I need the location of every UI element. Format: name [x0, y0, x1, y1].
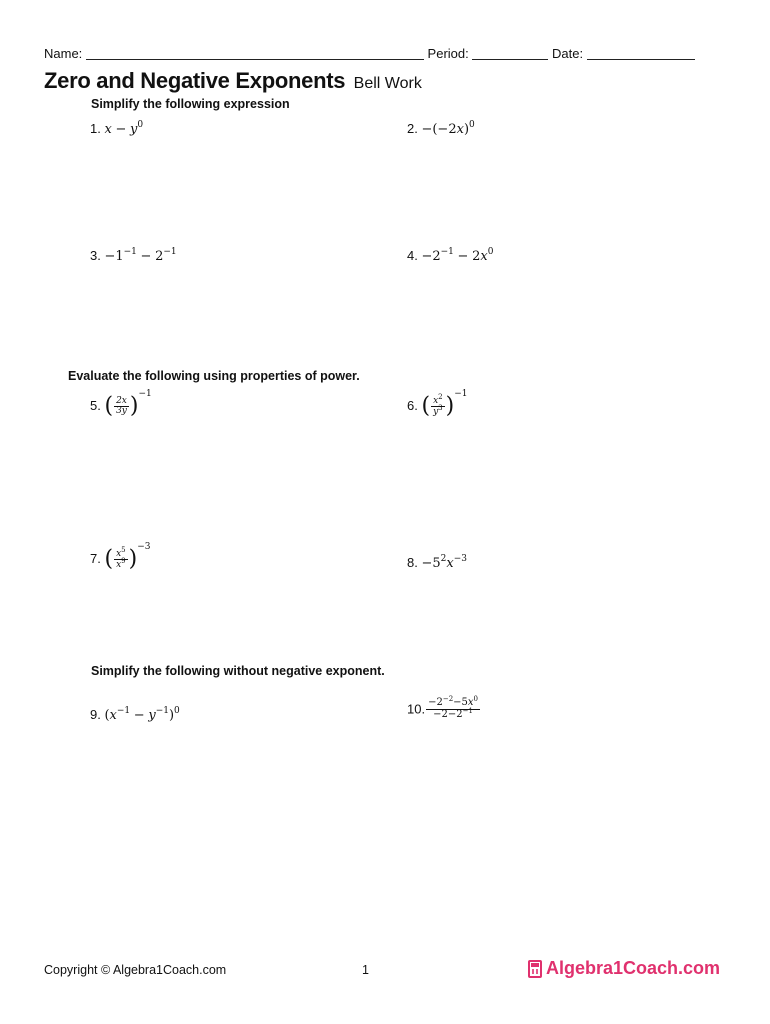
- brand-logo: [528, 958, 720, 979]
- problem-1: 1. $x - y^0$: [90, 120, 144, 137]
- section-heading-1: Simplify the following expression: [91, 97, 290, 111]
- problem-10: 10. $\frac{-2^{-2}-5x^0}{-2-2^{-1}}$: [407, 695, 479, 720]
- page-number: 1: [362, 963, 369, 977]
- period-label: Period:: [427, 46, 469, 61]
- name-blank[interactable]: [86, 47, 424, 60]
- period-blank[interactable]: [472, 47, 548, 60]
- date-blank[interactable]: [587, 47, 695, 60]
- problem-8: 8. $-5^2x^{-3}$: [407, 554, 467, 571]
- header-line: [44, 46, 695, 61]
- problem-7: 7. ( $\frac{x^5}{x^9}$ )$^{-3}$: [90, 542, 151, 572]
- section-heading-2: Evaluate the following using properties of power.: [68, 369, 360, 383]
- copyright-text: Copyright © Algebra1Coach.com: [44, 963, 227, 977]
- problem-4: 4. $-2^{-1} - 2x^0$: [407, 247, 494, 264]
- problem-9: 9. $(x^{-1} - y^{-1})^0$: [90, 706, 180, 723]
- date-label: Date:: [552, 46, 584, 61]
- title-main: Zero and Negative Exponents: [44, 68, 346, 93]
- brand-text: Algebra1Coach.com: [546, 958, 721, 978]
- title-sub: Bell Work: [353, 75, 422, 92]
- name-label: Name:: [44, 46, 83, 61]
- section-heading-3: Simplify the following without negative exponent.: [91, 664, 385, 678]
- page-title: [44, 68, 422, 94]
- problem-3: 3. $-1^{-1} - 2^{-1}$: [90, 247, 177, 264]
- calculator-icon: [528, 960, 542, 978]
- problem-2: 2. $-(-2x)^0$: [407, 120, 475, 137]
- problem-5: 5. ( $\frac{2x}{3y}$ )$^{-1}$: [90, 389, 152, 419]
- problem-6: 6. ( $\frac{x^2}{y^3}$ )$^{-1}$: [407, 389, 468, 419]
